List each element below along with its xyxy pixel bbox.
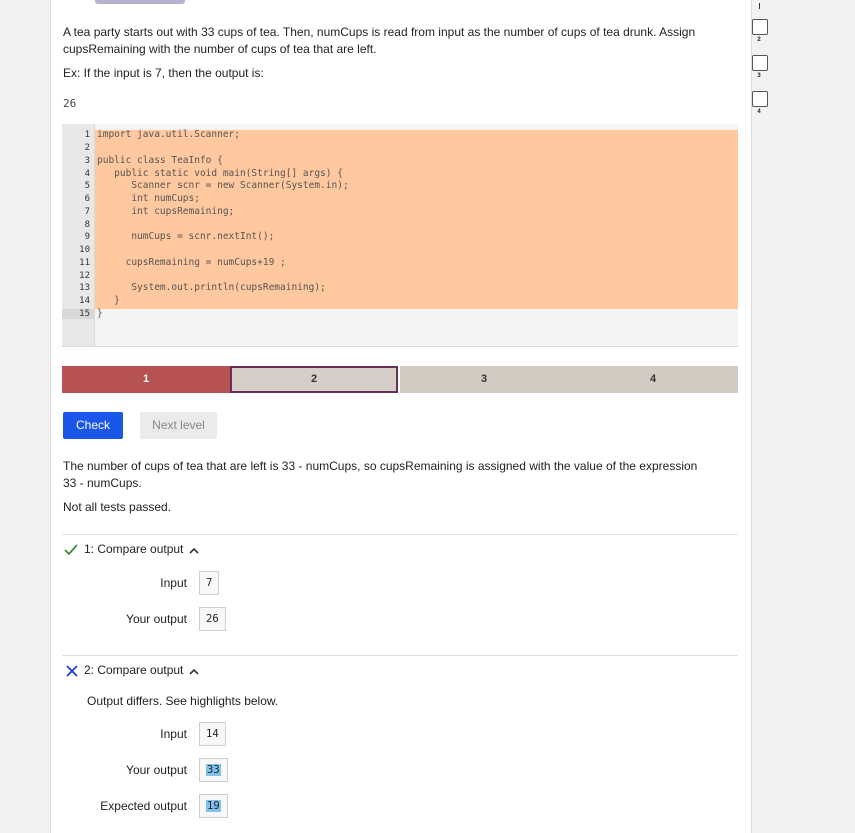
line-number: 4 [84,169,90,179]
prompt-line-2: cupsRemaining with the number of cups of tea that are left. [63,42,377,56]
code-line-5[interactable]: Scanner scnr = new Scanner(System.in); [97,180,349,191]
step-number: 2 [757,37,761,43]
output-differs-note: Output differs. See highlights below. [87,694,279,708]
level-4[interactable]: 4 [568,366,738,393]
line-number: 1 [84,130,90,140]
header-cutoff [95,0,185,4]
input-label: Input [160,576,187,590]
chevron-up-icon [189,668,199,675]
prompt-example: Ex: If the input is 7, then the output is: [63,66,264,80]
test-1-title: 1: Compare output [84,542,184,556]
level-1[interactable]: 1 [62,366,230,393]
line-number: 8 [84,220,90,230]
code-line-1[interactable]: import java.util.Scanner; [97,129,240,140]
step-box-icon[interactable] [752,91,768,107]
step-number: 4 [757,109,761,115]
explanation-line-1: The number of cups of tea that are left is 33 - numCups, so cupsRemaining is assigned with the value of the expression [63,459,698,473]
step-number: 3 [757,73,761,79]
line-number: 12 [79,271,90,281]
level-2[interactable]: 2 [230,366,398,393]
test-2-title: 2: Compare output [84,663,184,677]
code-line-14[interactable]: } [97,295,120,306]
code-line-6[interactable]: int numCups; [97,193,200,204]
code-line-3[interactable]: public class TeaInfo { [97,155,223,166]
your-output-label: Your output [126,612,187,626]
diff-highlight: 19 [207,800,220,812]
chevron-up-icon [189,547,199,554]
line-number: 7 [84,207,90,217]
code-line-11[interactable]: cupsRemaining = numCups+19 ; [97,257,286,268]
code-line-9[interactable]: numCups = scnr.nextInt(); [97,231,275,242]
x-icon [66,665,78,677]
side-tick [759,3,760,9]
line-number: 14 [79,296,90,306]
code-line-15[interactable]: } [97,308,103,319]
line-number: 5 [84,181,90,191]
example-output: 26 [63,97,77,110]
divider [62,655,738,656]
test-summary: Not all tests passed. [63,500,172,514]
line-number: 13 [79,283,90,293]
diff-highlight: 33 [207,764,220,776]
line-number: 9 [84,232,90,242]
check-button[interactable]: Check [63,412,123,439]
code-line-13[interactable]: System.out.println(cupsRemaining); [97,282,326,293]
prompt-line-1: A tea party starts out with 33 cups of tea. Then, numCups is read from input as the number of cups of tea drunk. Assign [63,25,696,39]
code-line-7[interactable]: int cupsRemaining; [97,206,235,217]
step-box-icon[interactable] [752,19,768,35]
test-2-output-value [199,758,228,782]
test-1-output-value: 26 [199,607,226,631]
divider [62,534,738,535]
level-3[interactable]: 3 [400,366,568,393]
line-number: 6 [84,194,90,204]
input-label: Input [160,727,187,741]
test-1-input-value: 7 [199,571,219,595]
line-number: 10 [79,245,90,255]
test-2-input-value: 14 [199,722,226,746]
line-number: 2 [84,143,90,153]
your-output-label: Your output [126,763,187,777]
line-number: 11 [79,258,90,268]
step-box-icon[interactable] [752,55,768,71]
line-number-gutter [62,124,95,346]
code-line-4[interactable]: public static void main(String[] args) { [97,168,343,179]
next-level-button[interactable]: Next level [140,412,217,439]
line-number: 3 [84,156,90,166]
code-editor[interactable] [62,124,738,347]
line-number: 15 [62,309,94,319]
explanation-line-2: 33 - numCups. [63,476,142,490]
check-icon [64,544,78,556]
test-2-expected-value [199,794,228,818]
expected-output-label: Expected output [100,799,187,813]
